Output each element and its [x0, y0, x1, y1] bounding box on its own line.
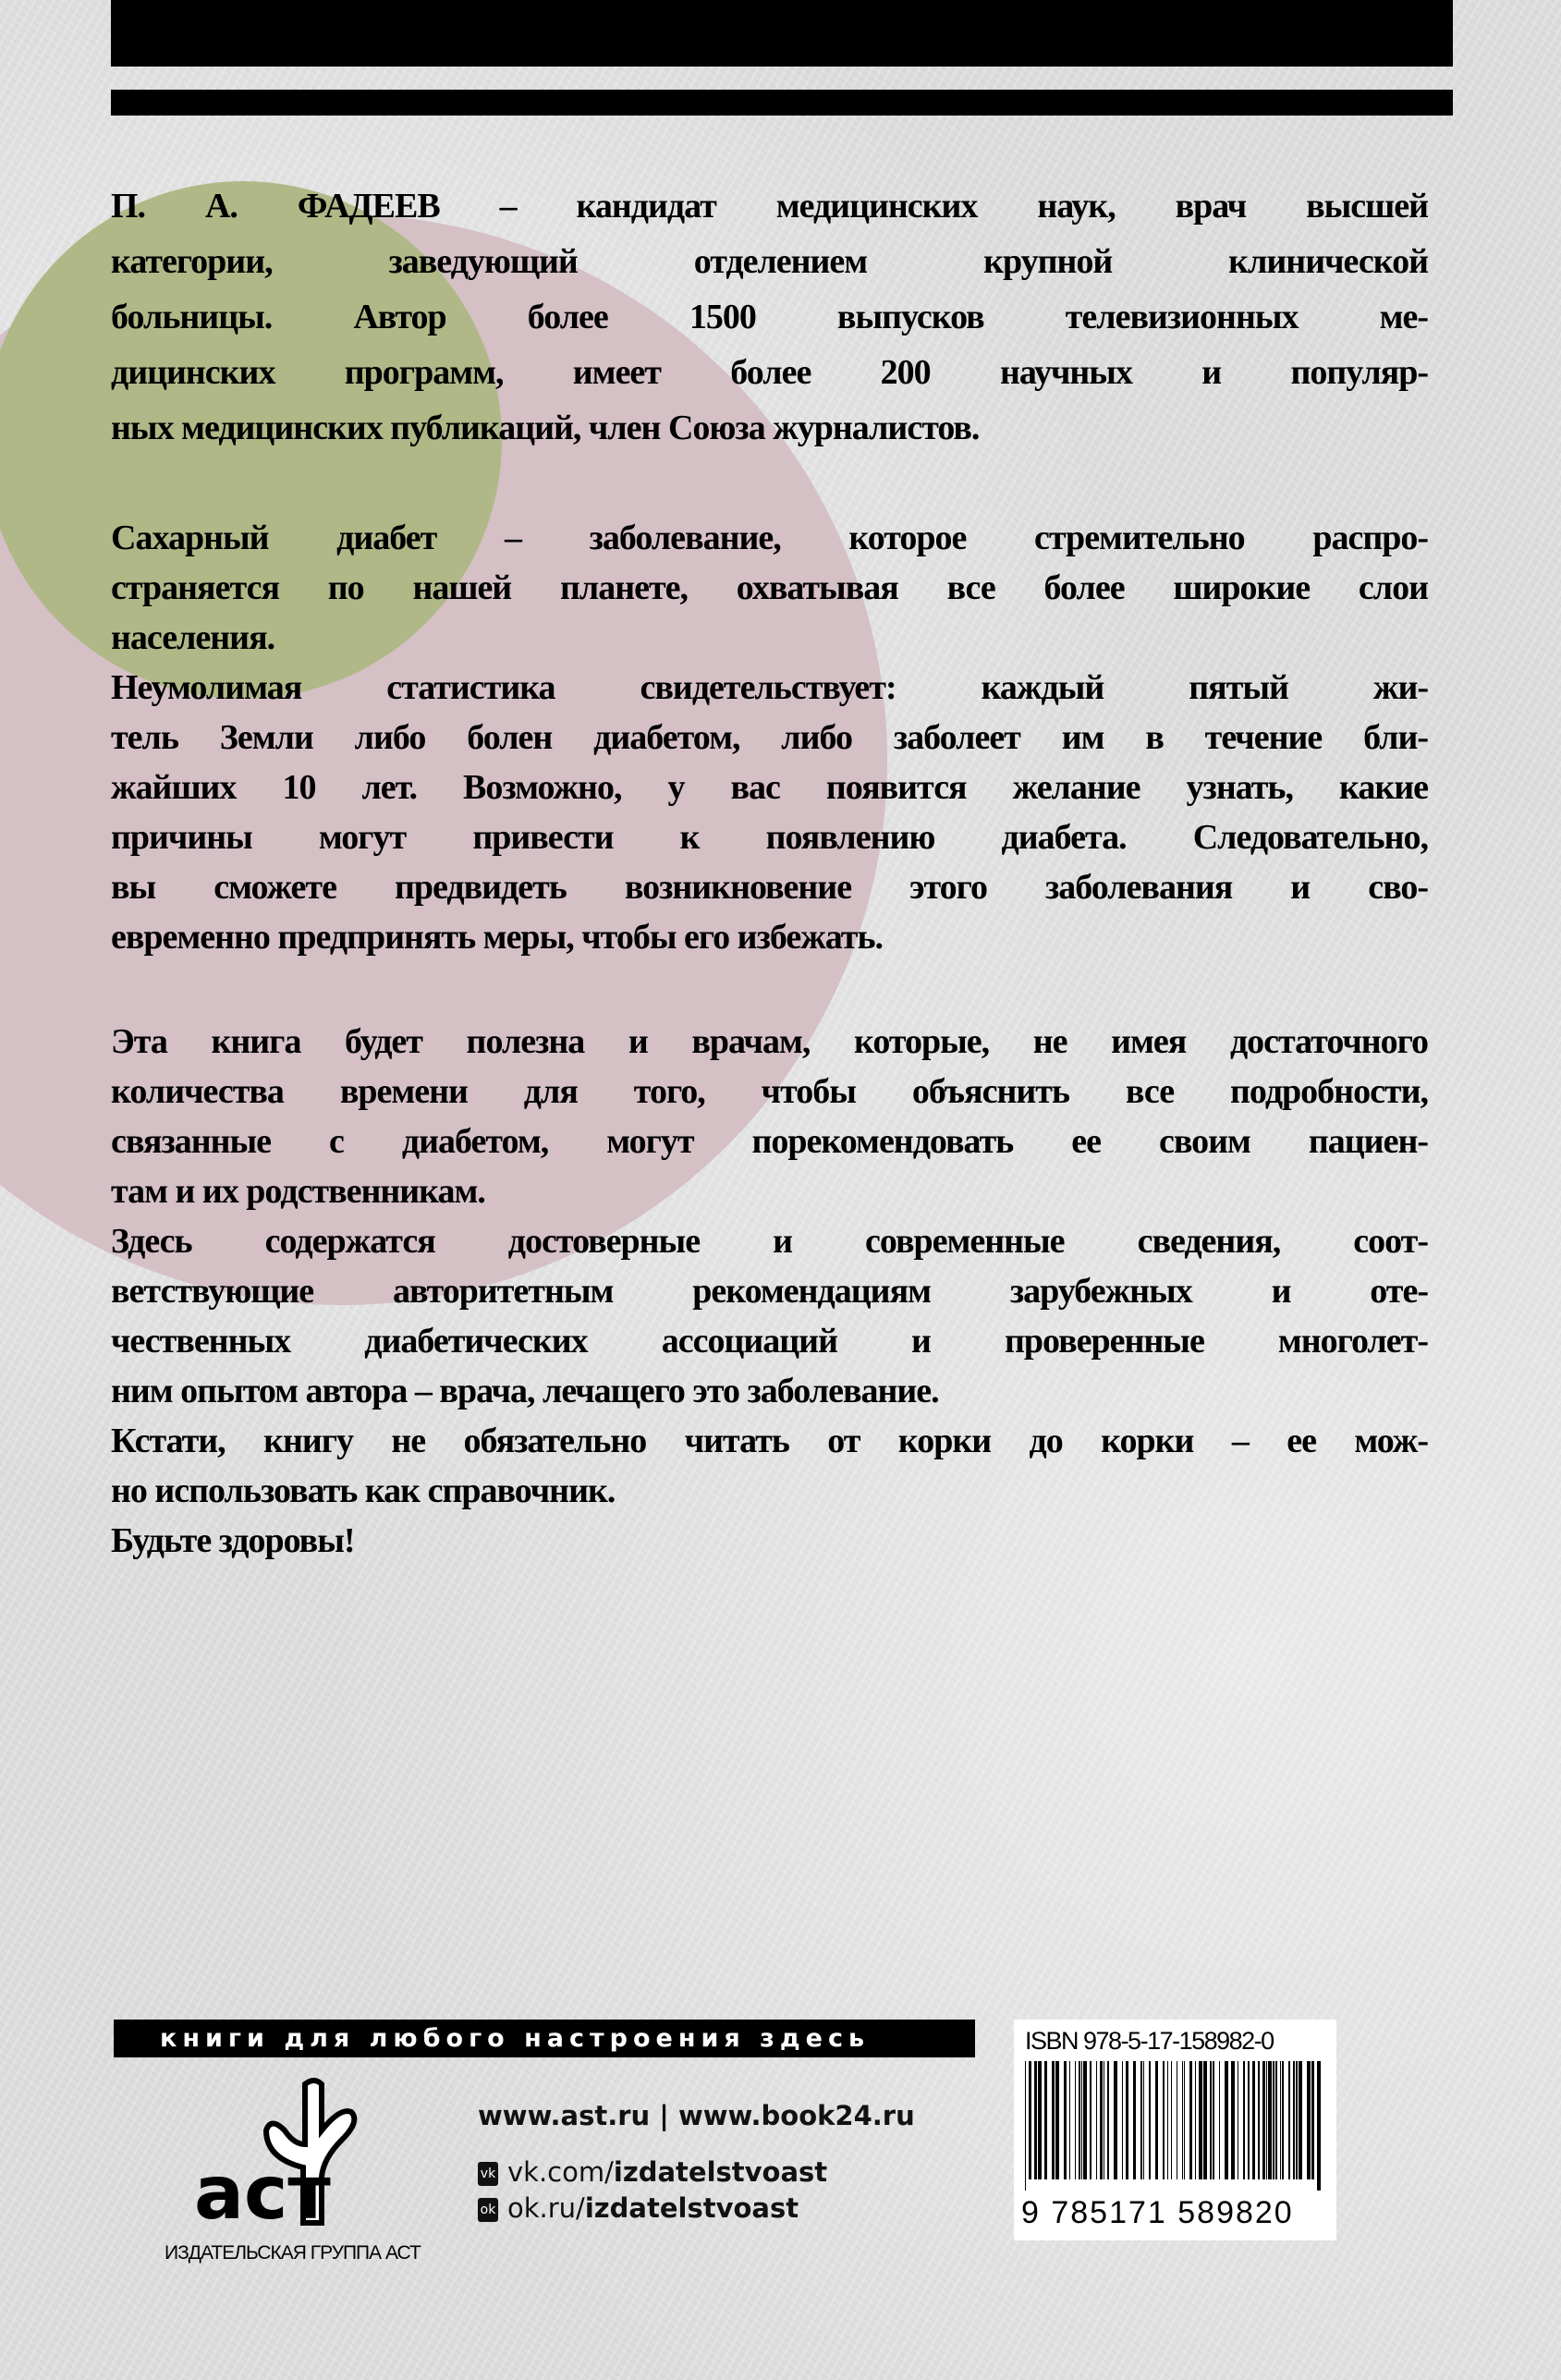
barcode-bar: [1155, 2061, 1158, 2179]
barcode-bar: [1293, 2061, 1295, 2179]
top-black-bar: [111, 0, 1453, 67]
barcode-bar: [1248, 2061, 1250, 2179]
barcode-bar: [1189, 2061, 1192, 2179]
description: [111, 513, 1428, 962]
barcode-bar: [1213, 2061, 1214, 2179]
text-line: населения.: [111, 618, 275, 657]
ast-logo: [185, 2075, 407, 2232]
barcode-bar: [1317, 2061, 1321, 2191]
barcode-bar: [1280, 2061, 1281, 2179]
barcode-bar: [1273, 2061, 1274, 2179]
barcode-bar: [1044, 2061, 1047, 2179]
text-line: Эта книга будет полезна и врачам, которые, не имея достаточного: [111, 1022, 1428, 1061]
text-line: страняется по нашей планете, охватывая все более широкие слои: [111, 568, 1428, 607]
text-line: тель Земли либо болен диабетом, либо заболеет им в течение бли-: [111, 718, 1428, 757]
barcode-bar: [1096, 2061, 1097, 2179]
text-line: ных медицинских публикаций, член Союза журналистов.: [111, 409, 980, 447]
text-line: Кстати, книгу не обязательно читать от корки до корки – ее мож-: [111, 1422, 1428, 1460]
barcode-bar: [1167, 2061, 1168, 2179]
barcode-bar: [1034, 2061, 1037, 2179]
barcode-bar: [1079, 2061, 1080, 2179]
barcode-digits: 9 785171 589820: [1021, 2195, 1294, 2230]
barcode-bar: [1288, 2061, 1290, 2179]
text-line: причины могут привести к появлению диабета. Следовательно,: [111, 818, 1428, 857]
websites-link[interactable]: www.ast.ru | www.book24.ru: [478, 2100, 915, 2131]
barcode-bar: [1231, 2061, 1235, 2179]
barcode-bar: [1275, 2061, 1277, 2179]
text-line: П. А. ФАДЕЕВ – кандидат медицинских наук, врач высшей: [111, 187, 1428, 226]
barcode-bar: [1266, 2061, 1267, 2179]
barcode-bar: [1210, 2061, 1212, 2179]
barcode-bar: [1140, 2061, 1142, 2179]
text-line: но использовать как справочник.: [111, 1471, 616, 1510]
barcode-bar: [1100, 2061, 1103, 2179]
text-line: дицинских программ, имеет более 200 научных и популяр-: [111, 353, 1428, 392]
ok-link[interactable]: ok ok.ru/izdatelstvoast: [478, 2192, 799, 2224]
text-line: Неумолимая статистика свидетельствует: каждый пятый жи-: [111, 668, 1428, 707]
usefulness: [111, 1017, 1428, 1566]
barcode-bar: [1038, 2061, 1042, 2179]
barcode-bar: [1029, 2061, 1031, 2179]
text-line: категории, заведующий отделением крупной клинической: [111, 242, 1428, 281]
vk-icon: vk: [478, 2162, 498, 2186]
barcode-bar: [1219, 2061, 1220, 2179]
barcode-bar: [1296, 2061, 1298, 2179]
barcode-bar: [1075, 2061, 1076, 2179]
text-line: больницы. Автор более 1500 выпусков телевизионных ме-: [111, 298, 1428, 336]
text-line: Сахарный диабет – заболевание, которое стремительно распро-: [111, 519, 1428, 557]
vk-link[interactable]: vk vk.com/izdatelstvoast: [478, 2156, 827, 2188]
text-line: чественных диабетических ассоциаций и проверенные многолет-: [111, 1322, 1428, 1361]
barcode-bars: [1025, 2061, 1325, 2191]
barcode-bar: [1133, 2061, 1136, 2179]
text-line: ним опытом автора – врача, лечащего это заболевание.: [111, 1372, 939, 1410]
ok-icon: ok: [478, 2198, 498, 2222]
barcode-bar: [1114, 2061, 1117, 2179]
barcode-bar: [1122, 2061, 1123, 2179]
barcode-bar: [1243, 2061, 1245, 2179]
barcode-bar: [1203, 2061, 1207, 2179]
text-line: ветствующие авторитетным рекомендациям зарубежных и оте-: [111, 1272, 1428, 1311]
barcode-bar: [1064, 2061, 1067, 2179]
second-black-bar: [111, 90, 1453, 116]
barcode-bar: [1081, 2061, 1082, 2179]
text-line: количества времени для того, чтобы объяснить все подробности,: [111, 1072, 1428, 1111]
isbn-text: ISBN 978-5-17-158982-0: [1025, 2027, 1274, 2055]
barcode-bar: [1307, 2061, 1311, 2179]
slogan-strip: книги для любого настроения здесь: [114, 2020, 975, 2057]
isbn-barcode: [1014, 2020, 1336, 2240]
logo-text: аст: [194, 2150, 331, 2232]
barcode-bar: [1225, 2061, 1228, 2179]
barcode-bar: [1143, 2061, 1144, 2179]
barcode-bar: [1126, 2061, 1128, 2179]
barcode-bar: [1299, 2061, 1302, 2179]
text-line: вы сможете предвидеть возникновение этого заболевания и сво-: [111, 868, 1428, 907]
barcode-bar: [1107, 2061, 1109, 2179]
barcode-bar: [1025, 2061, 1026, 2191]
text-line: Здесь содержатся достоверные и современные сведения, соот-: [111, 1222, 1428, 1261]
barcode-bar: [1282, 2061, 1284, 2179]
text-line: жайших 10 лет. Возможно, у вас появится желание узнать, какие: [111, 768, 1428, 807]
text-line: связанные с диабетом, могут порекомендовать ее своим пациен-: [111, 1122, 1428, 1161]
barcode-bar: [1268, 2061, 1272, 2179]
barcode-bar: [1199, 2061, 1202, 2179]
barcode-bar: [1055, 2061, 1059, 2179]
text-line: там и их родственникам.: [111, 1172, 485, 1211]
barcode-bar: [1311, 2061, 1314, 2179]
barcode-bar: [1184, 2061, 1185, 2179]
text-line: Будьте здоровы!: [111, 1521, 355, 1560]
barcode-bar: [1262, 2061, 1265, 2179]
barcode-bar: [1252, 2061, 1255, 2179]
author-bio: [111, 178, 1428, 456]
barcode-bar: [1182, 2061, 1183, 2179]
text-line: евременно предпринять меры, чтобы его избежать.: [111, 918, 884, 957]
barcode-bar: [1258, 2061, 1260, 2179]
barcode-bar: [1083, 2061, 1087, 2179]
publisher-name: ИЗДАТЕЛЬСКАЯ ГРУППА АСТ: [165, 2242, 421, 2264]
barcode-bar: [1171, 2061, 1172, 2179]
barcode-bar: [1069, 2061, 1070, 2179]
barcode-bar: [1163, 2061, 1165, 2179]
barcode-bar: [1149, 2061, 1151, 2179]
barcode-bar: [1052, 2061, 1055, 2179]
barcode-bar: [1090, 2061, 1091, 2179]
barcode-bar: [1195, 2061, 1196, 2179]
